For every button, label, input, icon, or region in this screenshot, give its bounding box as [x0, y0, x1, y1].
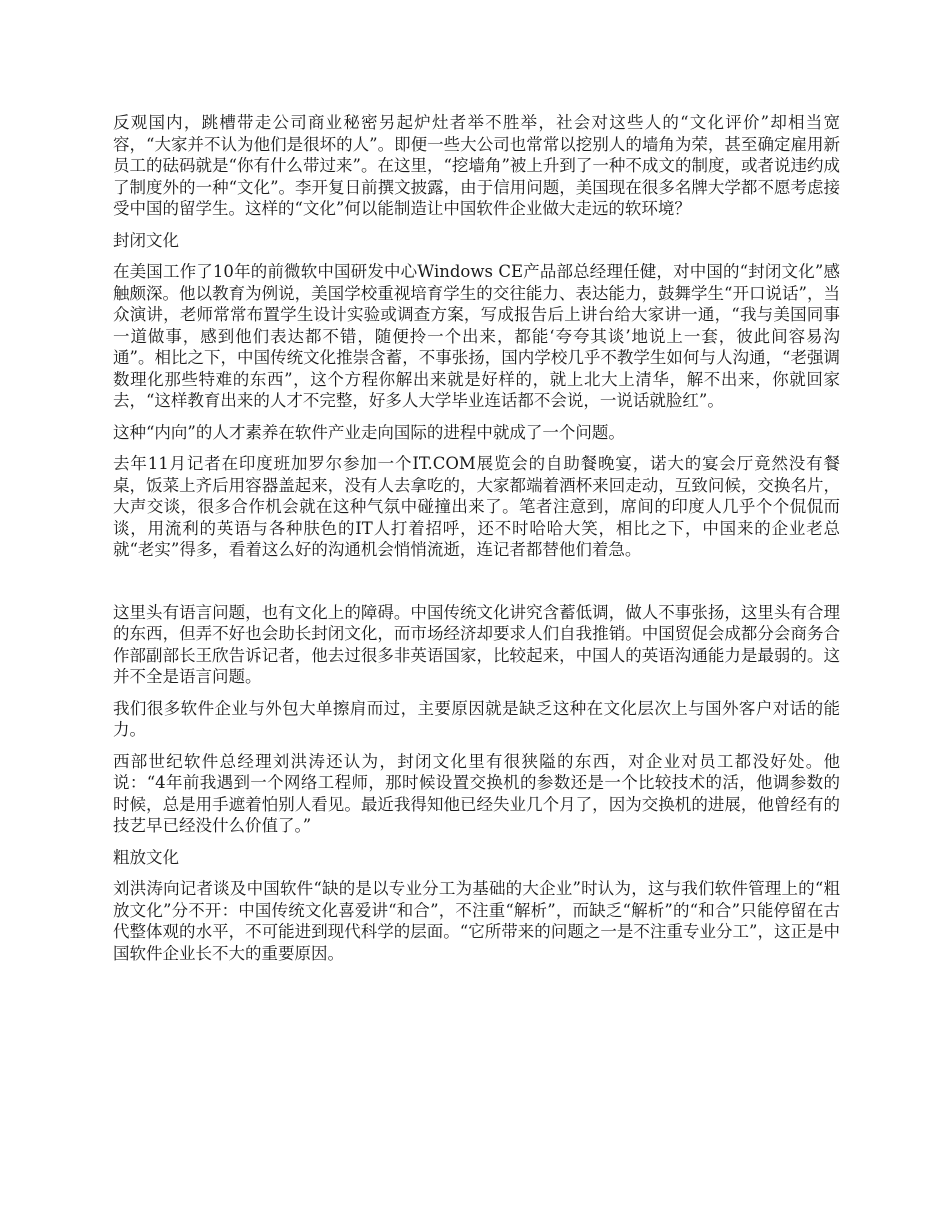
section-heading-closed-culture: 封闭文化: [113, 230, 179, 250]
paragraph: 反观国内，跳槽带走公司商业秘密另起炉灶者举不胜举，社会对这些人的“文化评价”却相当宽容，“大家并不认为他们是很坏的人”。即便一些大公司也常常以挖别人的墙角为荣，甚至确定雇用新员工的砝码就是“你有什么带过来”。在这里，“挖墙角”被上升到了一种不成文的制度，或者说违约成了制度外的一种“文化”。李开复日前撰文披露，由于信用问题，美国现在很多名牌大学都不愿考虑接受中国的留学生。这样的“文化”何以能制造让中国软件企业做大走远的软环境？: [113, 113, 840, 218]
blank-spacer: [113, 571, 840, 602]
paragraph: 这种“内向”的人才素养在软件产业走向国际的进程中就成了一个问题。: [113, 422, 625, 442]
paragraph: 我们很多软件企业与外包大单擦肩而过，主要原因就是缺乏这种在文化层次上与国外客户对话的能力。: [113, 698, 840, 739]
section-heading-extensive-culture: 粗放文化: [113, 847, 179, 867]
paragraph: 在美国工作了10年的前微软中国研发中心Windows CE产品部总经理任健，对中国的“封闭文化”感触颇深。他以教育为例说，美国学校重视培育学生的交往能力、表达能力，鼓舞学生“开口说话”，当众演讲，老师常常布置学生设计实验或调查方案，写成报告后上讲台给大家讲一通，“我与美国同事一道做事，感到他们表达都不错，随便拎一个出来，都能‘夸夸其谈’地说上一套，彼此间容易沟通”。相比之下，中国传统文化推崇含蓄，不事张扬，国内学校几乎不教学生如何与人沟通，“老强调数理化那些特难的东西”，这个方程你解出来就是好样的，就上北大上清华，解不出来，你就回家去，“这样教育出来的人才不完整，好多人大学毕业连话都不会说，一说话就脸红”。: [113, 262, 840, 410]
paragraph: 西部世纪软件总经理刘洪涛还认为，封闭文化里有很狭隘的东西，对企业对员工都没好处。他说：“4年前我遇到一个网络工程师，那时候设置交换机的参数还是一个比较技术的活，他调参数的时候，总是用手遮着怕别人看见。最近我得知他已经失业几个月了，因为交换机的进展，他曾经有的技艺早已经没什么价值了。”: [113, 751, 840, 835]
paragraph: 刘洪涛向记者谈及中国软件“缺的是以专业分工为基础的大企业”时认为，这与我们软件管理上的“粗放文化”分不开：中国传统文化喜爱讲“和合”，不注重“解析”，而缺乏“解析”的“和合”只能停留在古代整体观的水平，不可能进到现代科学的层面。“它所带来的问题之一是不注重专业分工”，这正是中国软件企业长不大的重要原因。: [113, 879, 840, 963]
paragraph: 去年11月记者在印度班加罗尔参加一个IT.COM展览会的自助餐晚宴，诺大的宴会厅竟然没有餐桌，饭菜上齐后用容器盖起来，没有人去拿吃的，大家都端着酒杯来回走动，互致问候，交换名片，大声交谈，很多合作机会就在这种气氛中碰撞出来了。笔者注意到，席间的印度人几乎个个侃侃而谈，用流利的英语与各种肤色的IT人打着招呼，还不时哈哈大笑，相比之下，中国来的企业老总就“老实”得多，看着这么好的沟通机会悄悄流逝，连记者都替他们着急。: [113, 454, 840, 559]
document-body: [113, 112, 840, 974]
paragraph: 这里头有语言问题，也有文化上的障碍。中国传统文化讲究含蓄低调，做人不事张扬，这里头有合理的东西，但弄不好也会助长封闭文化，而市场经济却要求人们自我推销。中国贸促会成都分会商务合作部副部长王欣告诉记者，他去过很多非英语国家，比较起来，中国人的英语沟通能力是最弱的。这并不全是语言问题。: [113, 602, 840, 686]
